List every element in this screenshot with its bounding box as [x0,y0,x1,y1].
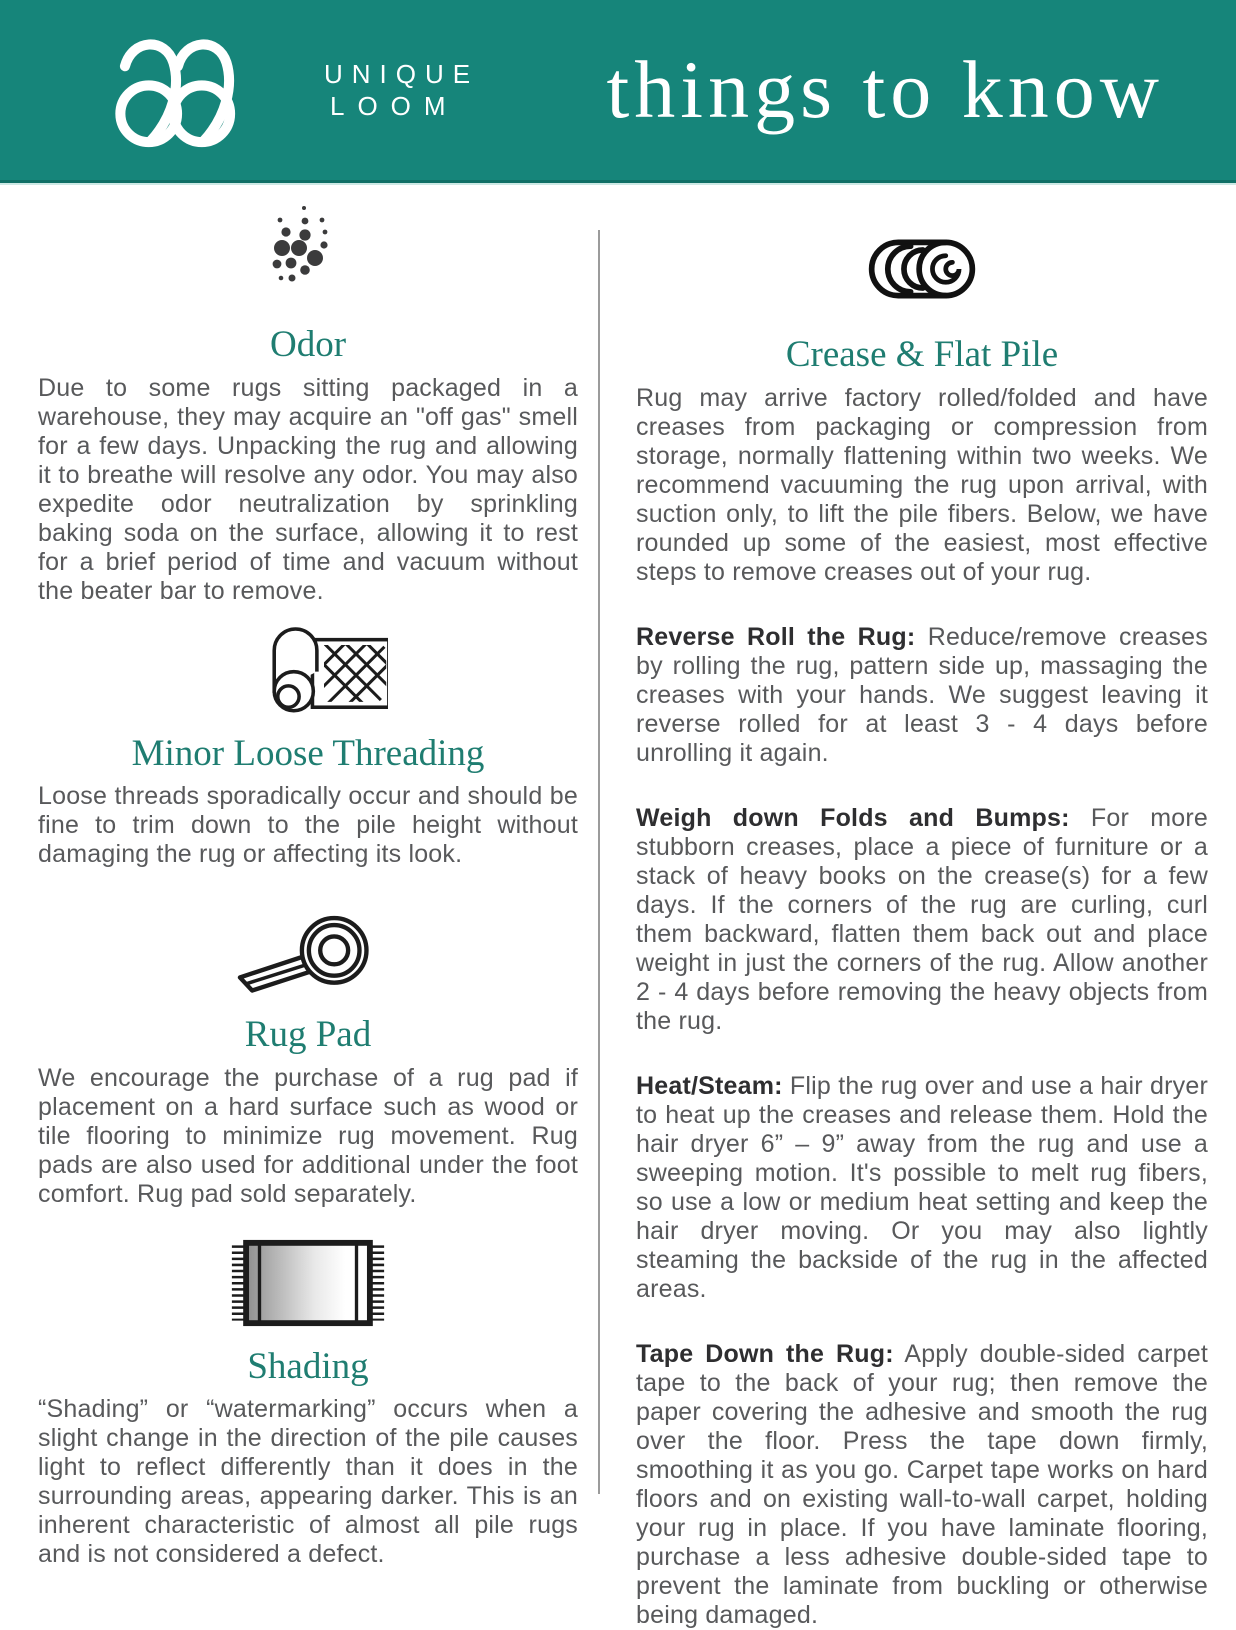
section-minor-loose-threading [38,606,578,870]
rug-roll-threading-icon [228,620,388,718]
section-title-rug-pad: Rug Pad [244,1014,372,1056]
tip-label-reverse-roll: Reverse Roll the Rug: [636,622,916,651]
section-body-odor: Due to some rugs sitting packaged in a warehouse, they may acquire an "off gas" smell for a few days. Unpacking the rug and allowing it to breathe will resolve any odor. You may also expedite odor neutralization by sprinkling baking soda on the surface, allowing it to rest for a brief period of time and vacuum without the beater bar to remove. [38,373,578,605]
section-body-shading: “Shading” or “watermarking” occurs when a slight change in the direction of the pile causes light to reflect differently than it does in the surrounding areas, appearing darker. This is an inherent characteristic of almost all pile rugs and is not considered a defect. [38,1395,578,1569]
rolled-rug-spiral-icon [854,231,990,307]
section-title-odor: Odor [269,324,347,365]
section-body-rug-pad: We encourage the purchase of a rug pad if placement on a hard surface such as wood or tile flooring to minimize rug movement. Rug pads are also used for additional under the foot comfort. Rug pad sold separately. [38,1063,578,1208]
shaded-rug-icon [220,1237,396,1329]
brand-line-loom: LOOM [330,91,459,121]
tip-text-heat-steam: Flip the rug over and use a hair dryer to heat up the creases and release them. Hold the hair dryer 6” – 9” away from the rug and use a sweeping motion. It's possible to melt rug fibers, so use a low or medium heat setting and keep the hair dryer moving. Or you may also lightly steaming the backside of the rug in the affected areas. [636,1071,1208,1303]
unique-loom-logo-icon [100,26,298,154]
header-banner [0,0,1236,183]
page-title: things to know [606,44,1164,135]
section-shading [38,1209,578,1570]
tip-text-tape-down: Apply double-sided carpet tape to the back of your rug; then remove the paper covering the adhesive and smooth the rug over the floor. Press the tape down firmly, smoothing it as you go. Carpet tape works on hard floors and on existing wall-to-wall carpet, holding your rug in place. If you have laminate flooring, purchase a less adhesive double-sided tape to prevent the laminate from buckling or otherwise being damaged. [636,1339,1208,1629]
tip-weigh-down [636,804,1208,1036]
right-column [636,183,1208,1630]
section-odor [38,183,578,606]
tip-text-reverse-roll: Reduce/remove creases by rolling the rug, pattern side up, massaging the creases with your hands. We suggest leaving it reverse rolled for at least 3 - 4 days before unrolling it again. [636,622,1208,767]
section-body-minor-loose-threading: Loose threads sporadically occur and should be fine to trim down to the pile height without damaging the rug or affecting its look. [38,782,578,869]
column-divider [598,230,600,1494]
tip-reverse-roll [636,623,1208,768]
brand-logo [100,26,479,154]
tip-label-weigh-down: Weigh down Folds and Bumps: [636,803,1070,832]
content-area [0,183,1236,1630]
tip-heat-steam [636,1072,1208,1304]
section-intro-crease-flat-pile: Rug may arrive factory rolled/folded and have creases from packaging or compression from storage, normally flattening within two weeks. We recommend vacuuming the rug upon arrival, with suction only, to lift the pile fibers. Below, we have rounded up some of the easiest, most effective steps to remove creases out of your rug. [636,383,1208,586]
brand-name [324,58,479,123]
section-title-shading: Shading [247,1345,369,1387]
rug-pad-roll-icon [229,905,387,1001]
section-title-crease-flat-pile: Crease & Flat Pile [785,334,1059,375]
tip-label-heat-steam: Heat/Steam: [636,1071,783,1100]
odor-dots-icon [260,201,356,297]
brand-line-unique: UNIQUE [324,58,480,89]
tip-label-tape-down: Tape Down the Rug: [636,1339,894,1368]
section-rug-pad [38,869,578,1209]
tip-text-weigh-down: For more stubborn creases, place a piece of furniture or a stack of heavy books on the crease(s) for a few days. If the corners of the rug are curling, curl them backward, flatten them back out and place weight in just the corners of the rug. Allow another 2 - 4 days before removing the heavy objects from the rug. [636,803,1208,1035]
left-column [38,183,578,1569]
section-crease-flat-pile [636,183,1208,1630]
section-title-minor-loose-threading: Minor Loose Threading [131,732,485,774]
tip-tape-down [636,1340,1208,1630]
